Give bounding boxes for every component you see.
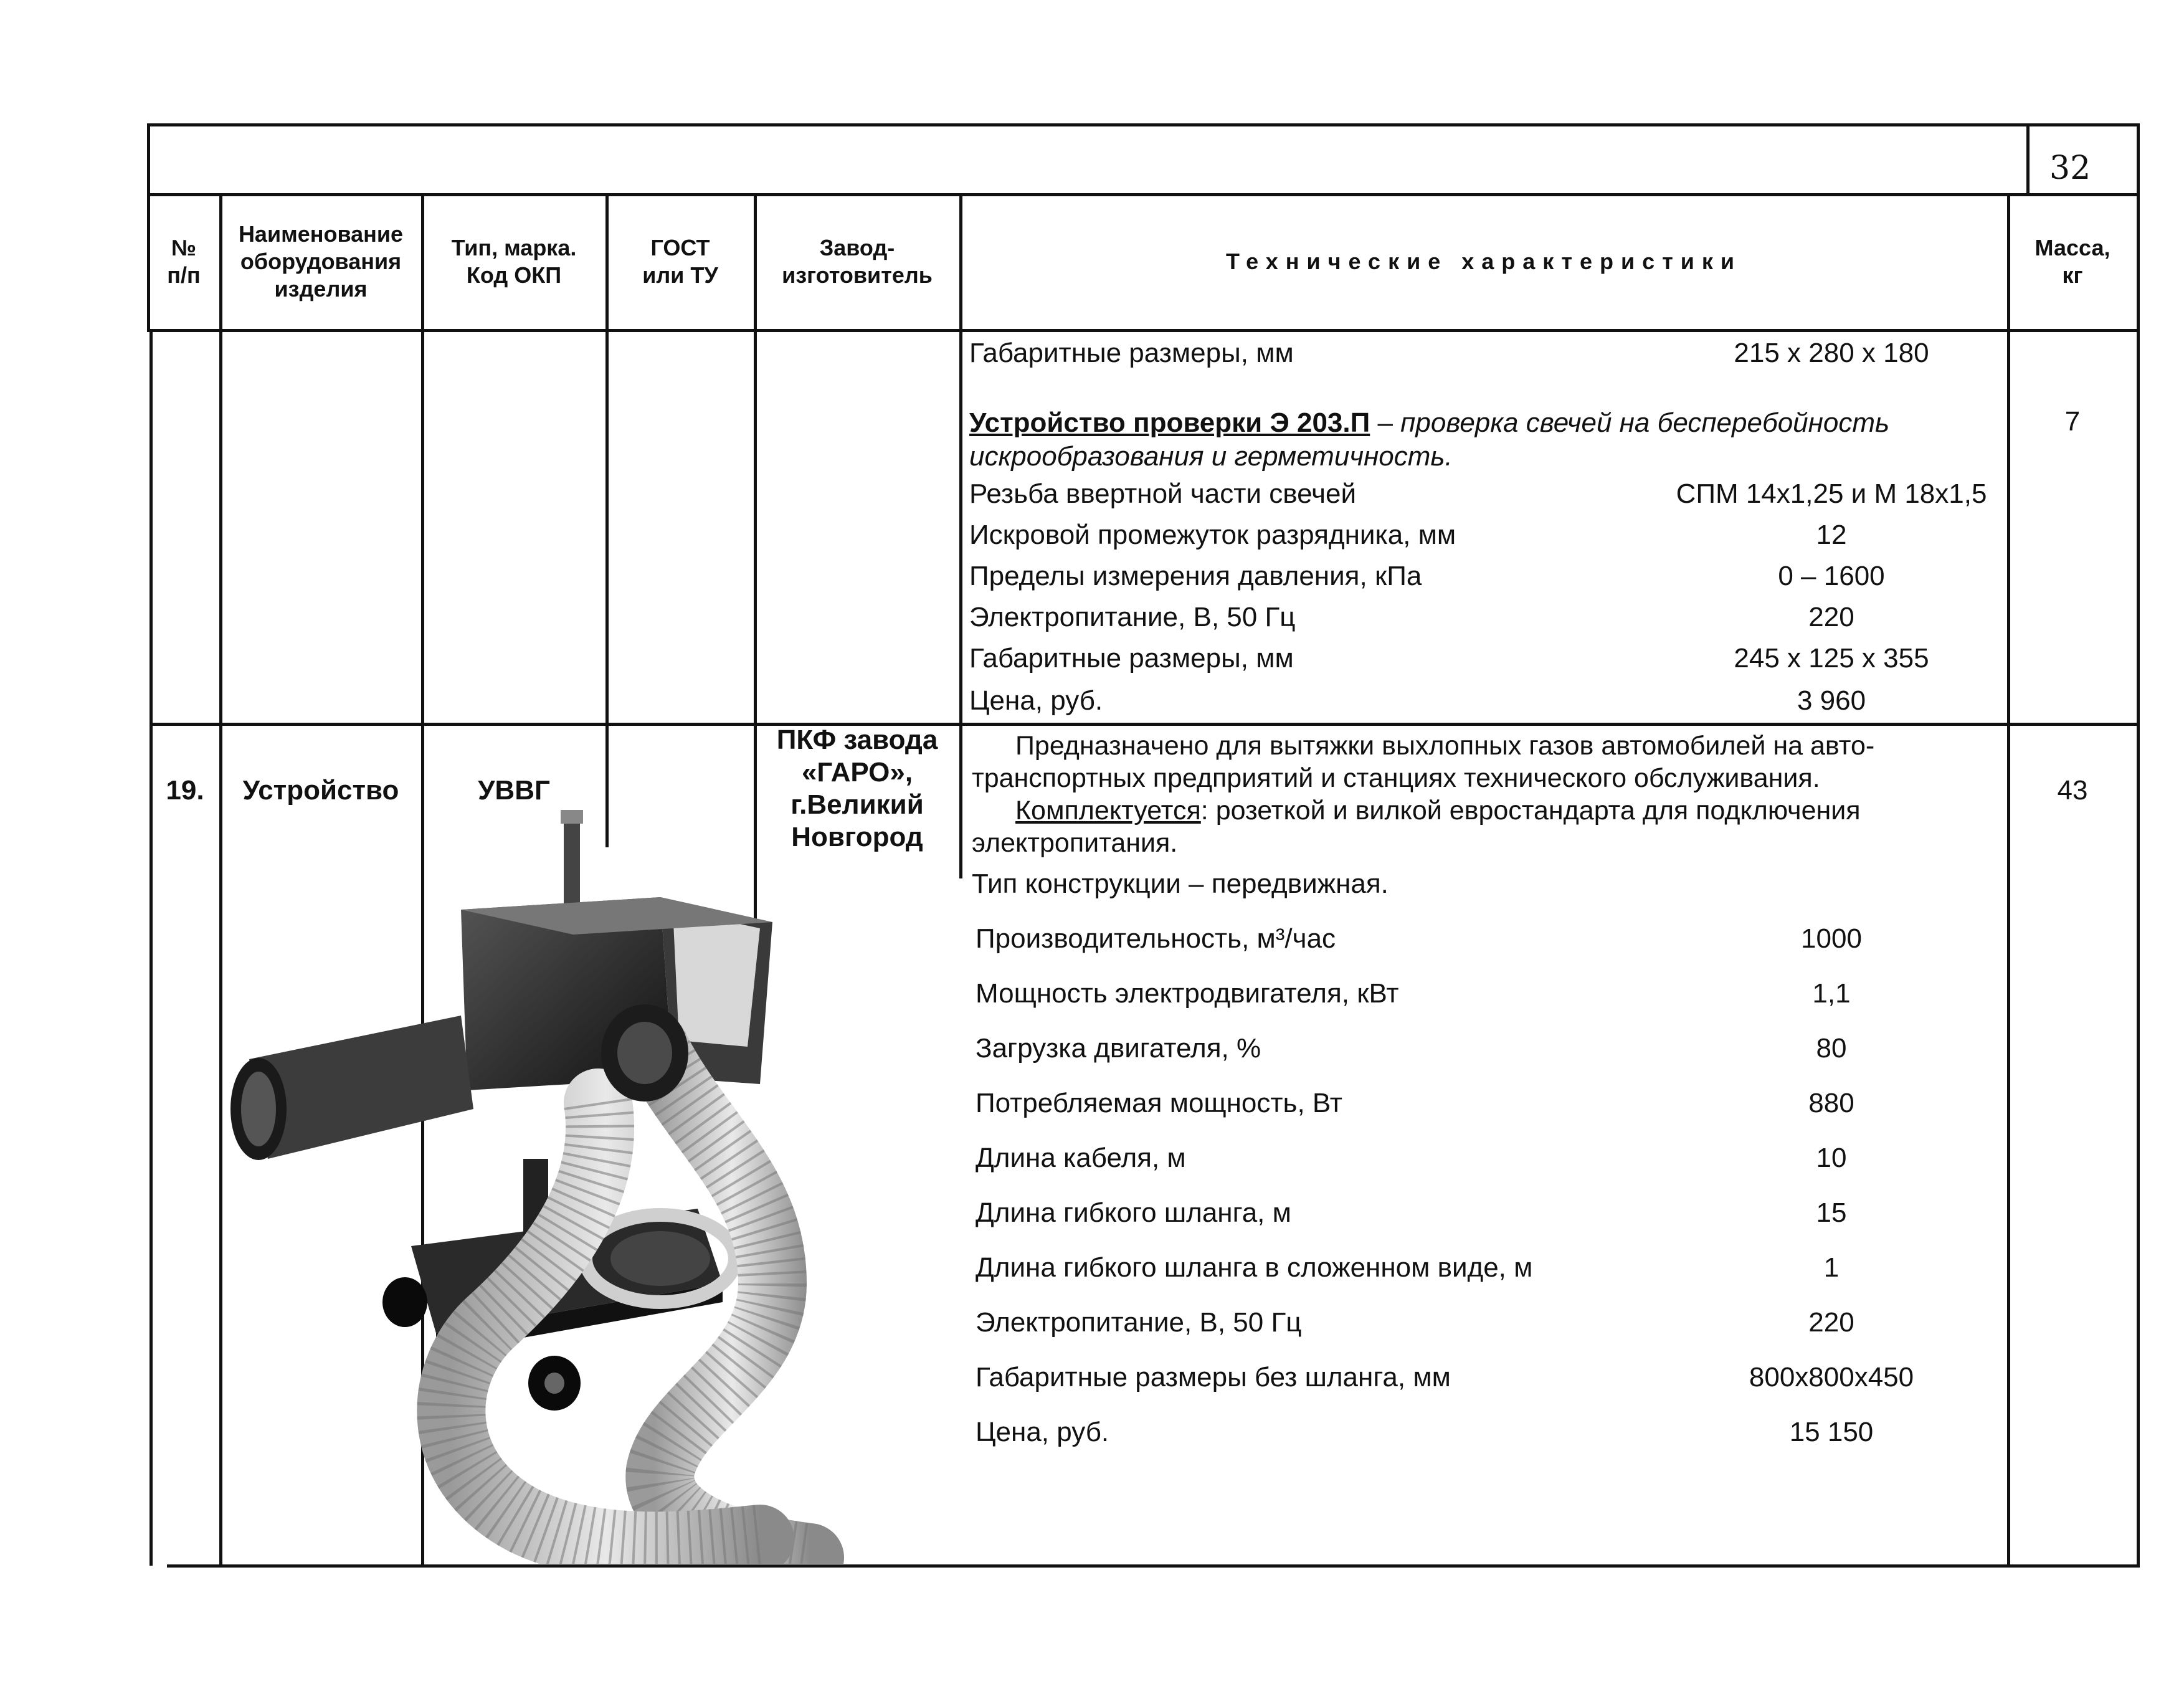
kit-label: Комплектуется (1015, 796, 1201, 826)
header-number: № п/п (167, 235, 201, 288)
device-description-line-2: искрообразования и герметичность. (969, 441, 1453, 472)
spec-value: 15 150 (1789, 1417, 1874, 1447)
spec-value: 880 (1808, 1088, 1854, 1118)
page-number: 32 (2049, 150, 2091, 187)
spec-value: 800х800х450 (1749, 1362, 1914, 1392)
purpose-line-1: Предназначено для вытяжки выхлопных газов автомобилей на авто- (1015, 731, 1875, 761)
equipment-name: Устройство (242, 775, 399, 806)
header-equipment-name: Наименование оборудования изделия (238, 221, 404, 302)
spec-label: Длина гибкого шланга, м (976, 1197, 1291, 1228)
exhaust-extractor-photo (224, 810, 1034, 1564)
kit-line-2: электропитания. (972, 828, 1178, 858)
spec-value: 3 960 (1797, 685, 1866, 716)
spec-label: Длина кабеля, м (976, 1143, 1186, 1173)
spec-label: Электропитание, В, 50 Гц (969, 602, 1296, 632)
header-type-code: Тип, марка. Код ОКП (451, 235, 577, 288)
prev-dims-value: 215 х 280 х 180 (1734, 338, 1929, 368)
spec-label: Мощность электродвигателя, кВт (976, 978, 1399, 1009)
spec-label: Пределы измерения давления, кПа (969, 561, 1422, 591)
row-mass: 43 (2057, 775, 2088, 806)
spec-label: Искровой промежуток разрядника, мм (969, 520, 1456, 550)
header-tech-specs: Технические характеристики (1225, 249, 1742, 274)
spec-value: 10 (1816, 1143, 1847, 1173)
spec-value: 1,1 (1812, 978, 1851, 1009)
header-gost: ГОСТ или ТУ (642, 235, 718, 288)
prev-dims-label: Габаритные размеры, мм (969, 338, 1294, 368)
spec-value: 220 (1808, 602, 1854, 632)
spec-value: 220 (1808, 1307, 1854, 1338)
spec-value: 1000 (1801, 923, 1862, 954)
device-dash: – (1370, 407, 1401, 438)
row-number: 19. (166, 775, 204, 806)
spec-value: 0 – 1600 (1778, 561, 1885, 591)
spec-value: 1 (1823, 1252, 1840, 1283)
spec-label: Резьба ввертной части свечей (969, 478, 1357, 509)
spec-label: Габаритные размеры без шланга, мм (976, 1362, 1451, 1392)
spec-label: Загрузка двигателя, % (976, 1033, 1261, 1064)
spec-value: СПМ 14х1,25 и М 18х1,5 (1676, 478, 1987, 509)
prev-mass: 7 (2064, 406, 2081, 437)
header-mass: Масса, кг (2034, 235, 2110, 288)
spec-value: 245 х 125 х 355 (1734, 643, 1929, 673)
spec-label: Цена, руб. (976, 1417, 1109, 1447)
device-desc-1: проверка свечей на бесперебойность (1400, 407, 1890, 438)
spec-value: 80 (1816, 1033, 1847, 1064)
spec-value: 12 (1816, 520, 1847, 550)
device-description-line-1 (969, 406, 1889, 440)
header-manufacturer: Завод- изготовитель (782, 235, 933, 288)
kit-line (1015, 794, 1861, 827)
equipment-type: УВВГ (478, 775, 550, 806)
spec-label: Цена, руб. (969, 685, 1103, 716)
spec-value: 15 (1816, 1197, 1847, 1228)
spec-label: Производительность, м³/час (976, 923, 1336, 954)
spec-label: Габаритные размеры, мм (969, 643, 1294, 673)
kit-text: : розеткой и вилкой евростандарта для подключения (1200, 796, 1861, 826)
spec-label: Потребляемая мощность, Вт (976, 1088, 1342, 1118)
spec-label: Электропитание, В, 50 Гц (976, 1307, 1302, 1338)
construction-type: Тип конструкции – передвижная. (972, 869, 1389, 899)
manufacturer: ПКФ завода «ГАРО», г.Великий Новгород (776, 725, 938, 852)
device-title: Устройство проверки Э 203.П (969, 407, 1370, 438)
spec-label: Длина гибкого шланга в сложенном виде, м (976, 1252, 1533, 1283)
purpose-line-2: транспортных предприятий и станциях технического обслуживания. (972, 763, 1820, 793)
